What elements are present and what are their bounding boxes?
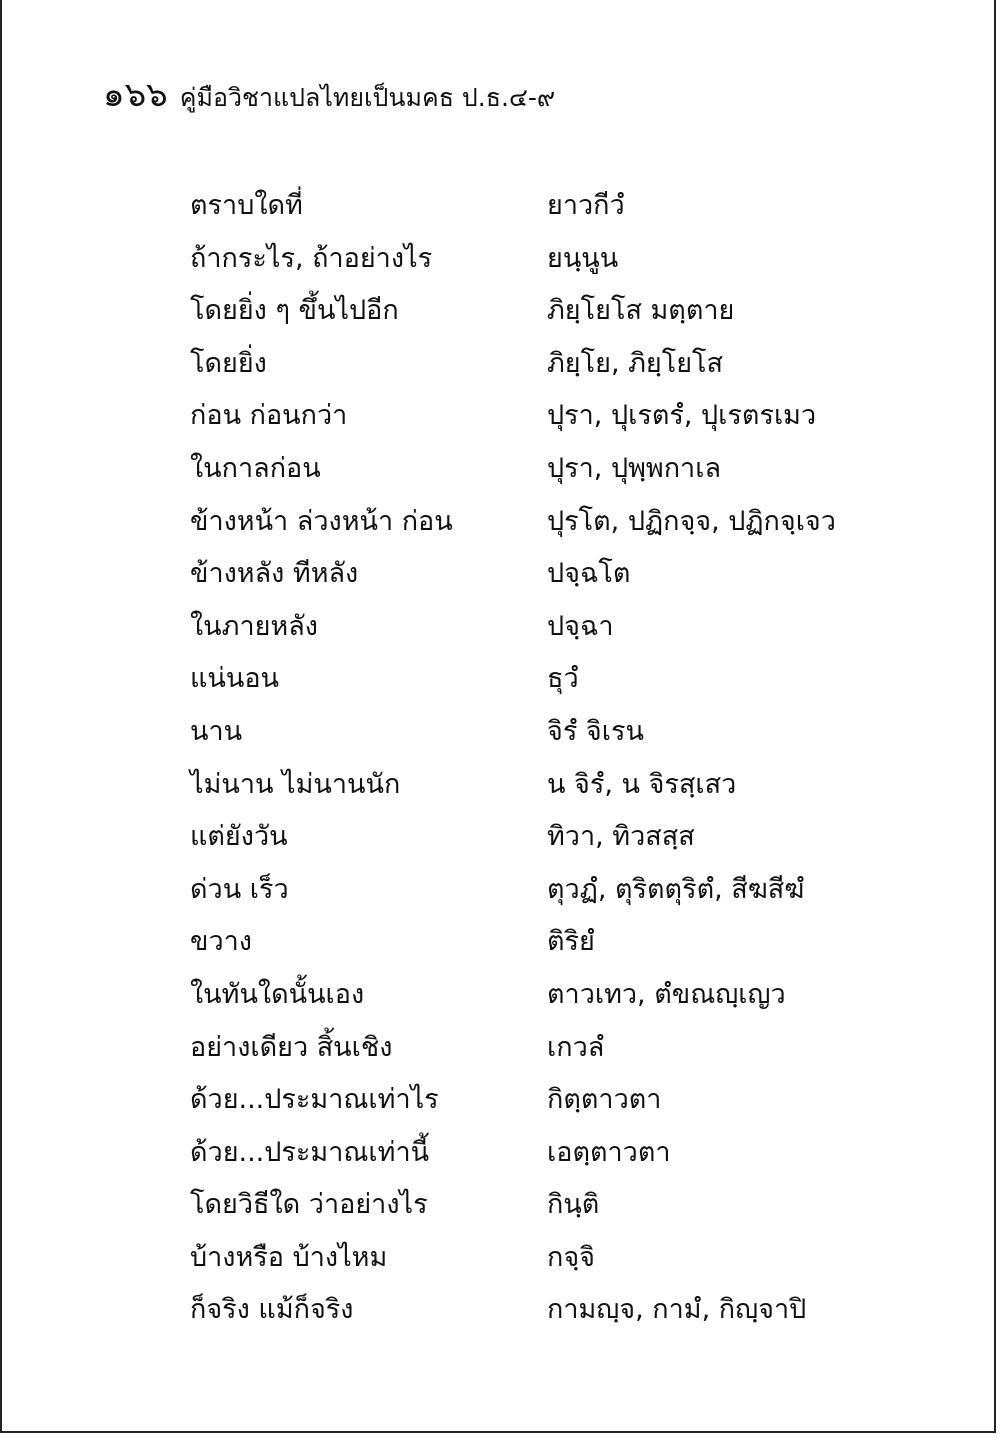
pali-term: ตาวเทว, ตํขณญฺเญว [547,978,786,1010]
pali-term: ปจฺฉา [547,610,614,642]
list-item [190,916,890,969]
thai-term: ในทันใดนั้นเอง [190,978,365,1010]
thai-term: ในภายหลัง [190,610,318,642]
pali-term: ติริยํ [547,926,595,958]
thai-term: นาน [190,715,243,747]
thai-term: ถ้ากระไร, ถ้าอย่างไร [190,242,433,274]
list-item [190,1127,890,1180]
list-item [190,443,890,496]
list-item [190,811,890,864]
pali-term: ภิยฺโยโส มตฺตาย [547,295,735,327]
list-item [190,759,890,812]
pali-term: ธุวํ [547,663,579,695]
list-item [190,601,890,654]
thai-term: ในกาลก่อน [190,452,321,484]
list-item [190,338,890,391]
list-item [190,390,890,443]
pali-term: ทิวา, ทิวสสฺส [547,821,695,853]
list-item [190,1022,890,1075]
pali-term: ภิยฺโย, ภิยฺโยโส [547,347,724,379]
list-item [190,233,890,286]
thai-term: ไม่นาน ไม่นานนัก [190,768,401,800]
list-item [190,496,890,549]
list-item [190,653,890,706]
thai-term: โดยยิ่ง ๆ ขึ้นไปอีก [190,295,399,327]
thai-term: ด้วย...ประมาณเท่านี้ [190,1136,430,1168]
list-item [190,706,890,759]
list-item [190,1232,890,1285]
pali-term: เอตฺตาวตา [547,1136,671,1168]
thai-term: โดยวิธีใด ว่าอย่างไร [190,1189,428,1221]
pali-term: กจฺจิ [547,1241,595,1273]
list-item [190,180,890,233]
list-item [190,548,890,601]
thai-term: ด้วย...ประมาณเท่าไร [190,1084,439,1116]
vocabulary-list [190,180,890,1337]
thai-term: ก็จริง แม้ก็จริง [190,1294,354,1326]
pali-term: เกวลํ [547,1031,605,1063]
pali-term: ปจฺฉโต [547,558,631,590]
pali-term: ตุวฏํ, ตุริตตุริตํ, สีฆสีฆํ [547,873,805,905]
list-item [190,1284,890,1337]
pali-term: น จิรํ, น จิรสฺเสว [547,768,737,800]
list-item [190,969,890,1022]
book-title: คู่มือวิชาแปลไทยเป็นมคธ ป.ธ.๔-๙ [179,83,556,112]
pali-term: กามญฺจ, กามํ, กิญฺจาปิ [547,1294,807,1326]
thai-term: ข้างหลัง ทีหลัง [190,558,359,590]
thai-term: แน่นอน [190,663,279,695]
thai-term: ตราบใดที่ [190,190,303,221]
thai-term: โดยยิ่ง [190,347,267,379]
thai-term: แต่ยังวัน [190,821,288,853]
pali-term: ยนฺนูน [547,242,619,274]
pali-term: ยาวกีวํ [547,190,625,221]
thai-term: ด่วน เร็ว [190,873,289,905]
pali-term: กิตฺตาวตา [547,1084,662,1116]
page-number: ๑๖๖ [103,75,168,115]
page-header [103,75,556,115]
pali-term: ปุรโต, ปฏิกจฺจ, ปฏิกจฺเจว [547,505,836,537]
list-item [190,1074,890,1127]
pali-term: ปุรา, ปุเรตรํ, ปุเรตรเมว [547,400,817,432]
thai-term: ก่อน ก่อนกว่า [190,400,348,432]
thai-term: ข้างหน้า ล่วงหน้า ก่อน [190,505,453,537]
thai-term: ขวาง [190,926,252,958]
thai-term: บ้างหรือ บ้างไหม [190,1241,388,1273]
list-item [190,864,890,917]
pali-term: กินฺติ [547,1189,600,1221]
list-item [190,285,890,338]
pali-term: ปุรา, ปุพฺพกาเล [547,452,721,484]
thai-term: อย่างเดียว สิ้นเชิง [190,1031,393,1063]
list-item [190,1179,890,1232]
pali-term: จิรํ จิเรน [547,715,644,747]
